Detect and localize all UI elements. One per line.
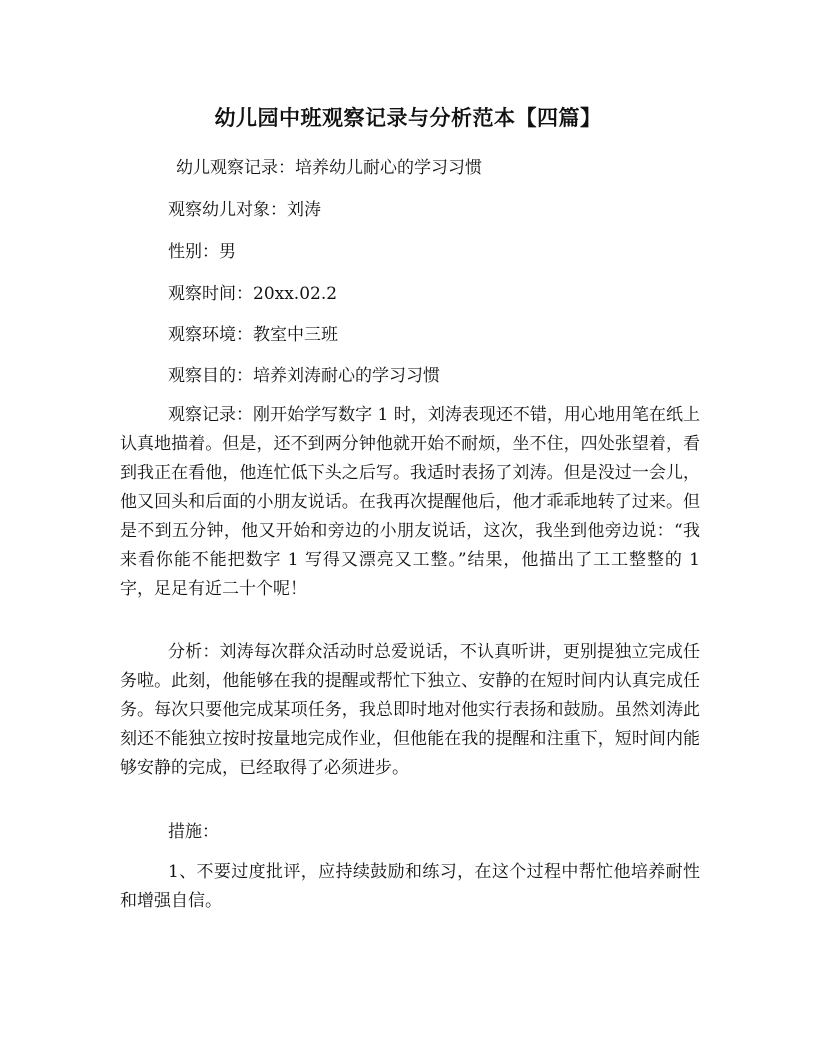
field-subject: 观察幼儿对象：刘涛 [168, 200, 321, 220]
measure-item-1: 1、不要过度批评，应持续鼓励和练习，在这个过程中帮忙他培养耐性和增强自信。 [120, 862, 700, 911]
field-environment: 观察环境：教室中三班 [168, 325, 338, 345]
field-gender: 性别：男 [168, 242, 236, 262]
field-time: 观察时间：20xx.02.2 [168, 284, 338, 304]
observation-record-paragraph: 观察记录：刚开始学写数字 1 时，刘涛表现还不错，用心地用笔在纸上认真地描着。但是，还不到两分钟他就开始不耐烦，坐不住，四处张望着，看到我正在看他，他连忙低下头之后写。我适时表扬了刘涛。但是没过一会儿，他又回头和后面的小朋友说话。在我再次提醒他后，他才乖乖地转了过来。但是不到五分钟，他又开始和旁边的小朋友说话，这次，我坐到他旁边说：“我来看你能不能把数字 1 写得又漂亮又工整。”结果，他描出了工工整整的 1 字，足足有近二十个呢！ [120, 405, 700, 599]
measures-heading: 措施： [168, 822, 219, 842]
document-title: 幼儿园中班观察记录与分析范本【四篇】 [214, 106, 602, 130]
analysis-paragraph: 分析：刘涛每次群众活动时总爱说话，不认真听讲，更别提独立完成任务啦。此刻，他能够在我的提醒或帮忙下独立、安静的在短时间内认真完成任务。每次只要他完成某项任务，我总即时地对他实行表扬和鼓励。虽然刘涛此刻还不能独立按时按量地完成作业，但他能在我的提醒和注重下，短时间内能够安静的完成，已经取得了必须进步。 [120, 642, 700, 778]
field-purpose: 观察目的：培养刘涛耐心的学习习惯 [168, 366, 440, 386]
observation-subtitle: 幼儿观察记录：培养幼儿耐心的学习习惯 [176, 158, 482, 178]
